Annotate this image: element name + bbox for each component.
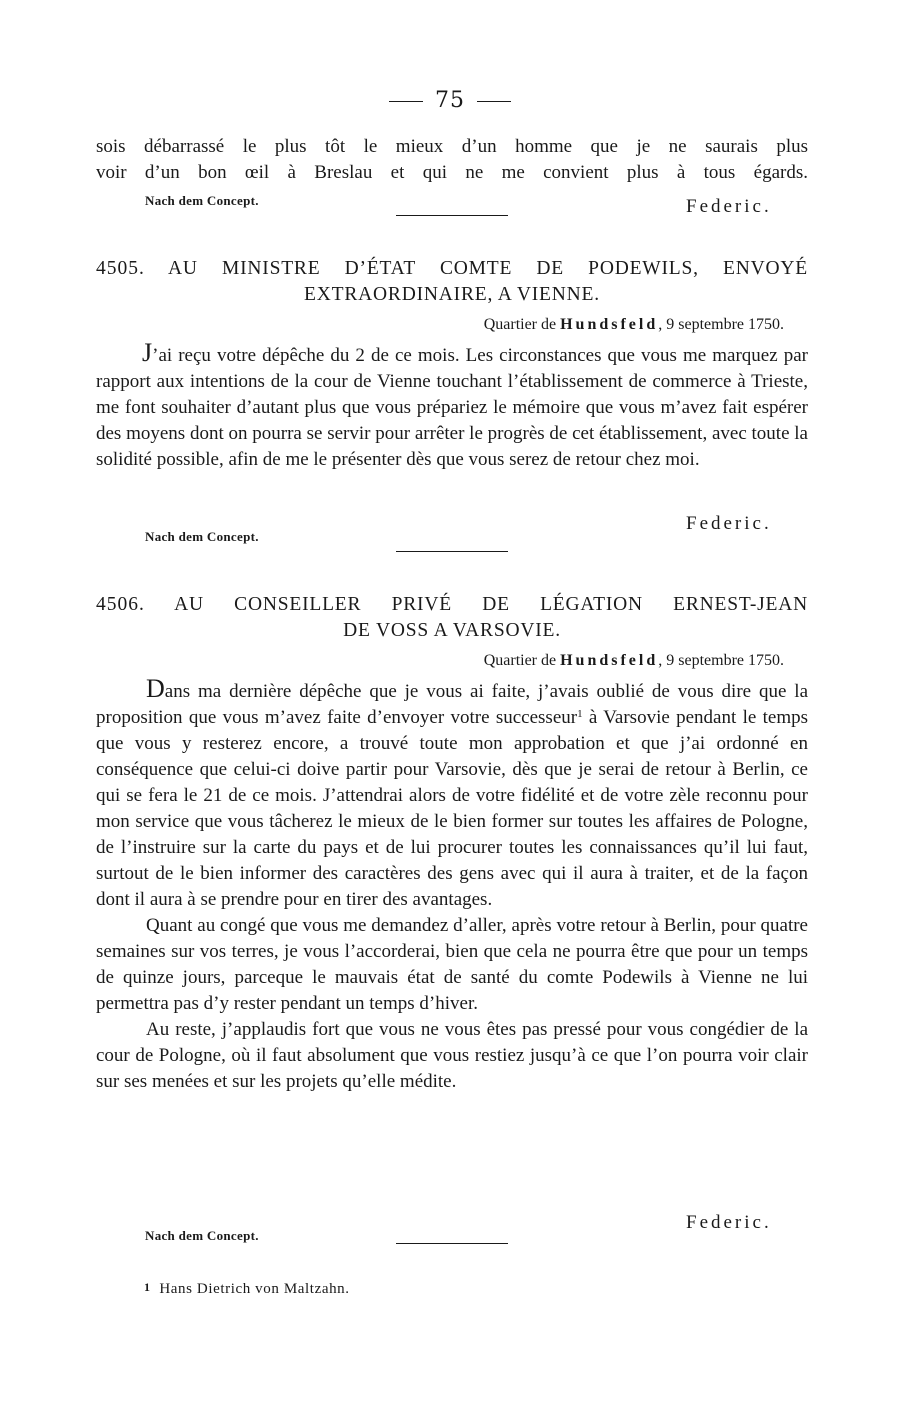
dateline — [484, 316, 784, 334]
continuation-text — [96, 134, 808, 186]
page-number-dash-left — [389, 101, 423, 102]
signature: Federic. — [686, 513, 772, 534]
heading-line-2: DE VOSS A VARSOVIE. — [343, 620, 561, 641]
source-note: Nach dem Concept. — [145, 193, 259, 208]
continuation-line-1: sois débarrassé le plus tôt le mieux d’un homme que je ne saurais plus — [96, 136, 808, 157]
drop-cap: D — [146, 674, 165, 703]
heading-line-1 — [96, 592, 808, 618]
page-number — [0, 88, 900, 113]
footnote-marker: 1 — [577, 708, 583, 720]
letter-paragraph: Quant au congé que vous me demandez d’aller, après votre retour à Berlin, pour quatre semaines sur vos terres, je vous l’accorderai, bien que cela ne pourra être que pour un temps de quinze jours, parceque le mauvais état de santé du comte Podewils à Vienne ne lui permettra pas d’y rester pendant un temps d’hiver. — [96, 915, 808, 1014]
letter-body-4506 — [96, 676, 808, 1095]
letter-number: 4506. — [96, 594, 145, 615]
page-number-dash-right — [477, 101, 511, 102]
page-number-text: 75 — [435, 88, 465, 113]
footnote-number: 1 — [144, 1280, 151, 1294]
continuation-line-2: voir d’un bon œil à Breslau et qui ne me convient plus à tous égards. — [96, 162, 808, 183]
letter-body-4505 — [96, 340, 808, 473]
letter-paragraph: Au reste, j’applaudis fort que vous ne vous êtes pas pressé pour vous congédier de la cour de Pologne, où il faut absolument que vous restiez jusqu’à ce que l’on pourra voir clair sur ses menées et sur les projets qu’elle médite. — [96, 1019, 808, 1092]
dateline — [484, 652, 784, 670]
heading-title: AU MINISTRE D’ÉTAT COMTE DE PODEWILS, ENVOYÉ — [168, 258, 808, 279]
signature: Federic. — [686, 196, 772, 217]
paragraph-text: ’ai reçu votre dépêche du 2 de ce mois. Les circonstances que vous me marquez par rapport aux intentions de la cour de Vienne touchant l’établissement de commerce à Trieste, me font souhaiter d’autant plus que vous prépariez le mémoire que vous m’avez fait espérer des moyens dont on pourra se servir pour arrêter le progrès de cet établissement, avec toute la solidité possible, afin de me le présenter dès que vous serez de retour chez moi. — [96, 345, 808, 470]
dateline-date: , 9 septembre 1750. — [658, 316, 784, 333]
footnote — [144, 1280, 350, 1298]
heading-line-1 — [96, 256, 808, 282]
dateline-place: Hundsfeld — [560, 652, 659, 669]
heading-title: AU CONSEILLER PRIVÉ DE LÉGATION ERNEST-JEAN — [174, 594, 808, 615]
letter-number: 4505. — [96, 258, 145, 279]
section-rule — [396, 215, 508, 216]
dateline-prefix: Quartier de — [483, 652, 557, 669]
source-note: Nach dem Concept. — [145, 529, 259, 544]
heading-line-2: EXTRAORDINAIRE, A VIENNE. — [304, 284, 600, 305]
source-note: Nach dem Concept. — [145, 1228, 259, 1243]
section-rule — [396, 551, 508, 552]
dateline-place: Hundsfeld — [560, 316, 659, 333]
dateline-date: , 9 septembre 1750. — [658, 652, 784, 669]
footnote-text: Hans Dietrich von Maltzahn. — [159, 1281, 350, 1297]
signature: Federic. — [686, 1212, 772, 1233]
letter-heading-4506 — [96, 592, 808, 644]
dateline-prefix: Quartier de — [483, 316, 557, 333]
letter-heading-4505 — [96, 256, 808, 308]
letter-paragraph — [96, 340, 808, 473]
paragraph-text: à Varsovie pendant le temps que vous y resterez encore, a trouvé toute mon approbation et que j’ai ordonné en conséquence que celui-ci doive partir pour Varsovie, dès que je serai de retour à Berlin, ce qui se fera le 21 de ce mois. J’attendrai alors de votre fidélité et de votre zèle reconnu pour mon service que vous tâcherez le mieux de le bien former sur toutes les affaires de Pologne, de l’instruire sur la carte du pays et de lui procurer toutes les connaissances qu’il lui faut, surtout de le bien informer des caractères des gens avec qui il aura à traiter, et de la façon dont il aura à se prendre pour en tirer des avantages. — [96, 707, 808, 910]
section-rule — [396, 1243, 508, 1244]
letter-paragraph — [96, 676, 808, 913]
drop-cap: J — [142, 338, 153, 367]
paragraph-text: ans ma dernière dépêche que je vous ai faite, j’avais oublié de vous dire que la proposition que vous m’avez faite d’envoyer votre successeur — [96, 681, 808, 728]
